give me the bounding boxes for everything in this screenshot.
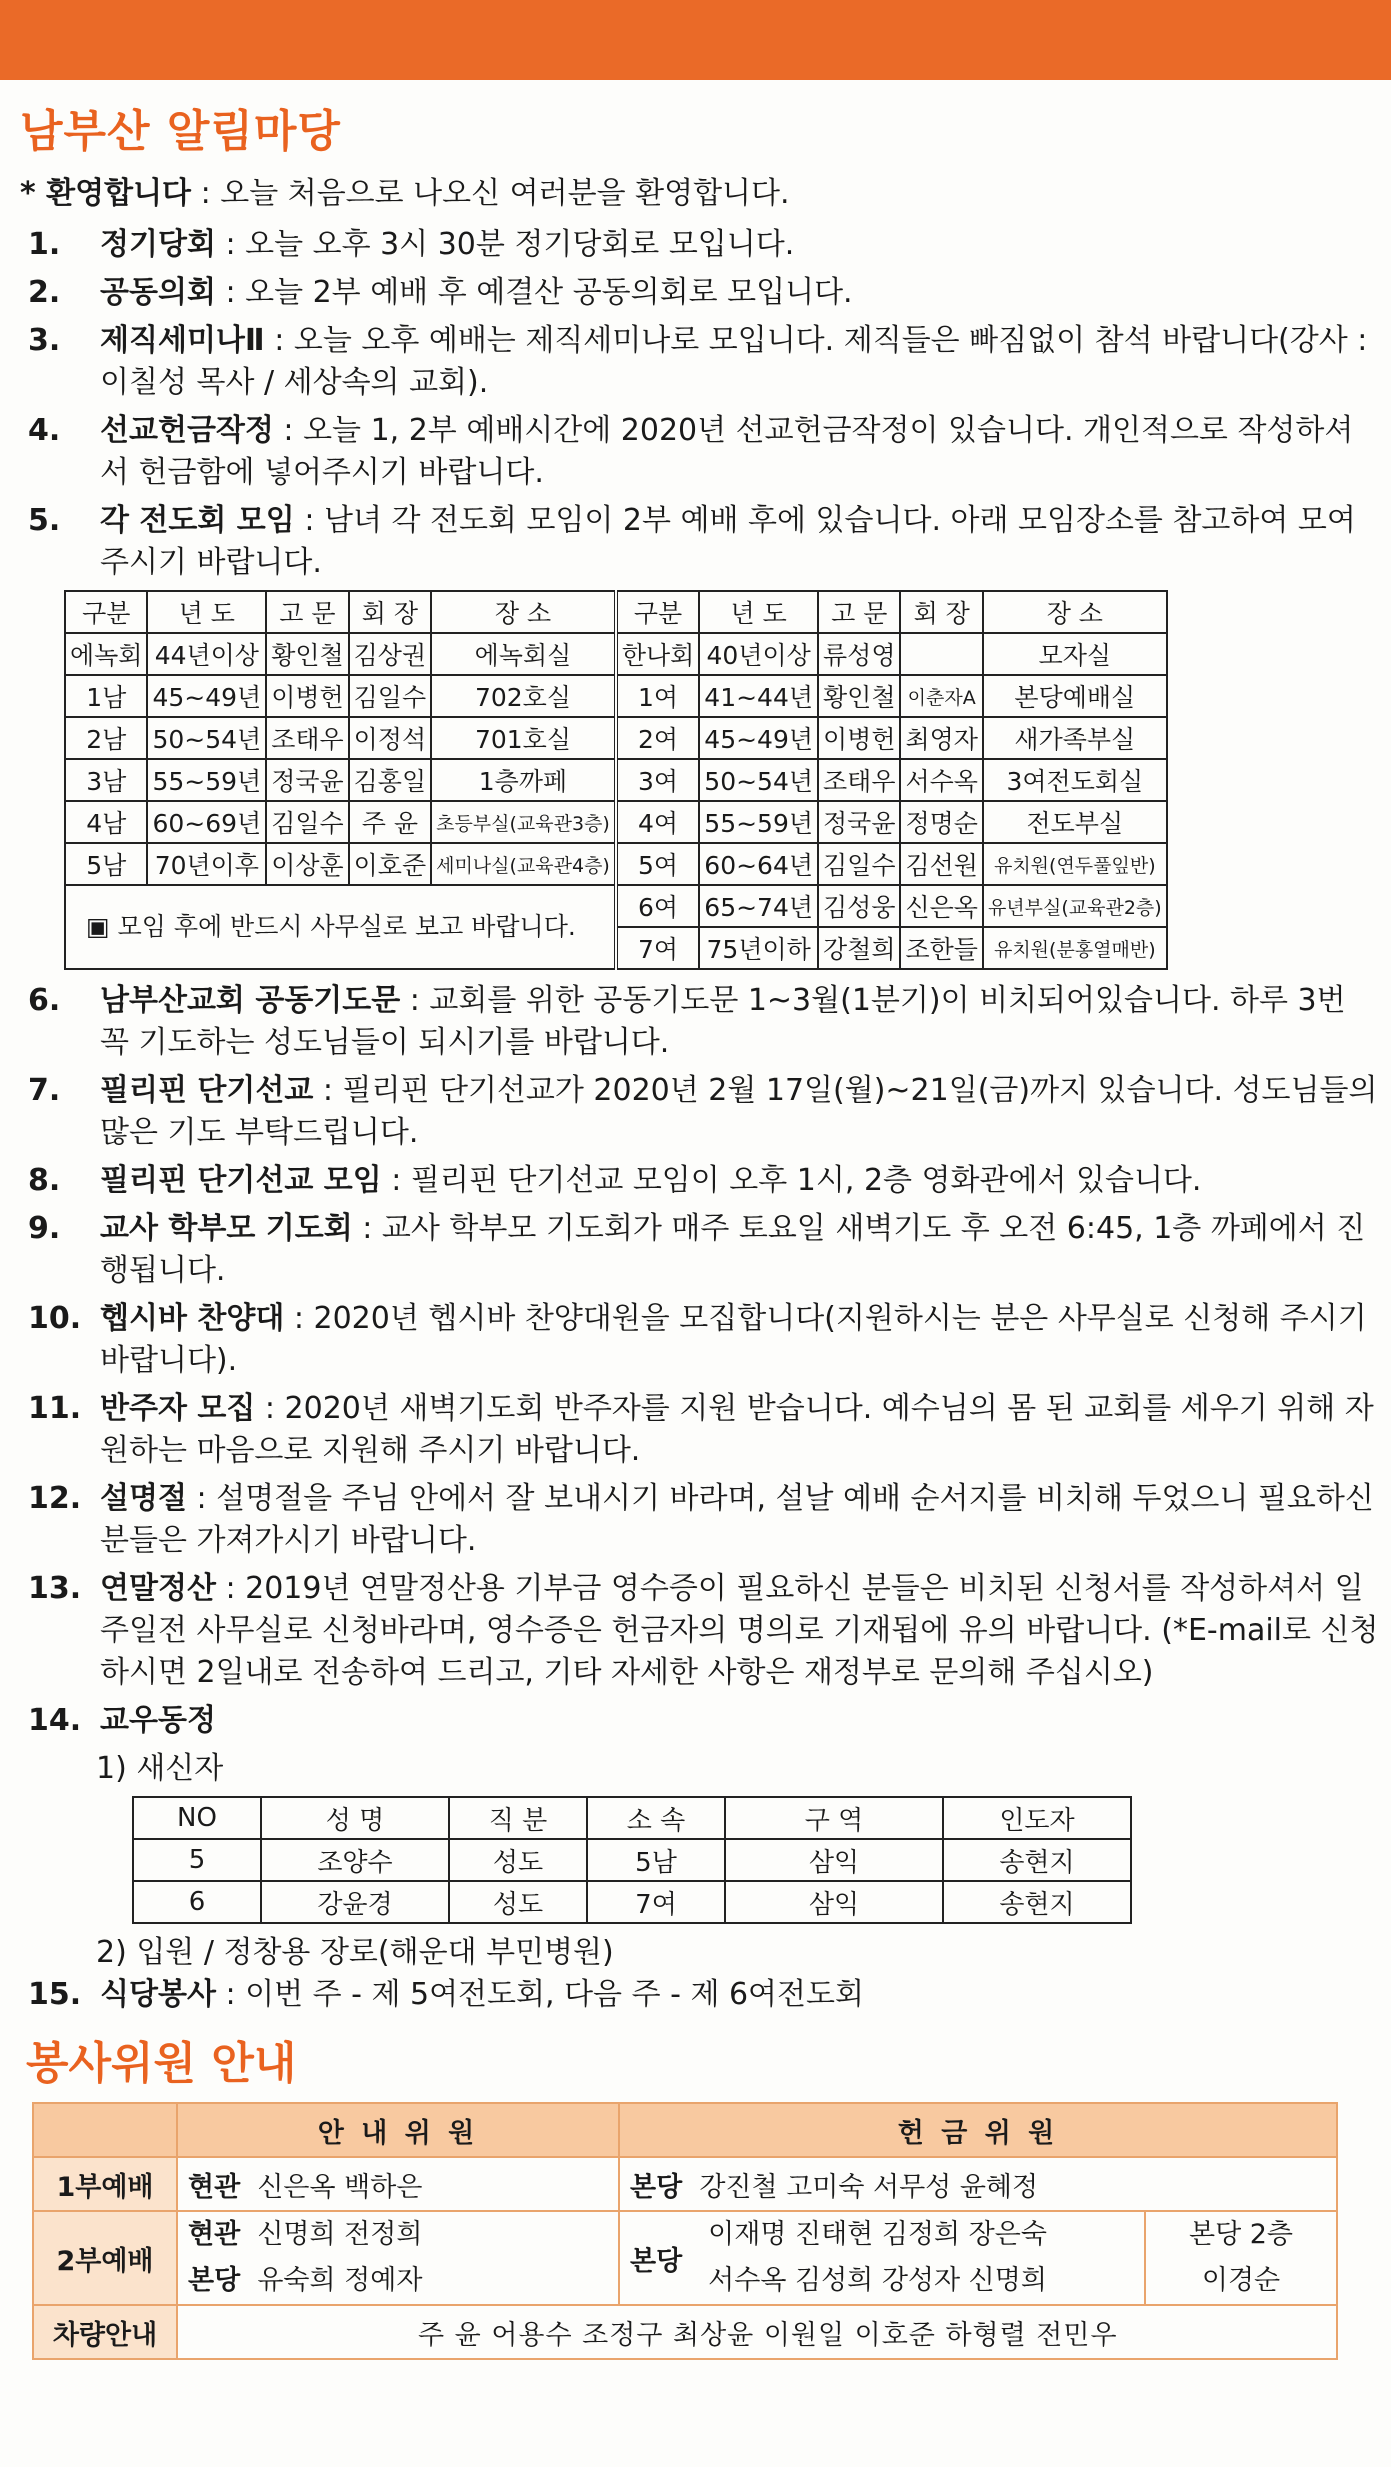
announcement-item [20,1700,1380,1742]
item-title: 교사 학부모 기도회 [100,1211,353,1246]
table-cell: 701호실 [431,717,616,759]
names: 신은옥 백하은 [257,2171,423,2203]
table-cell: 45~49년 [699,717,818,759]
table-cell: 정국윤 [818,801,900,843]
table-cell: 최영자 [900,717,982,759]
place-label: 본당 2층 [1188,2219,1293,2250]
item-title: 필리핀 단기선교 모임 [100,1163,382,1198]
table-cell: 3남 [65,759,147,801]
table-cell: 55~59년 [147,759,266,801]
place-label: 현관 [188,2171,241,2203]
table-row [65,885,1167,927]
announcement-item [20,500,1380,584]
table-cell: 이정석 [349,717,431,759]
driver-cell: 주 윤 어용수 조정구 최상윤 이원일 이호준 하형렬 전민우 [177,2305,1337,2359]
item-text: : 이번 주 - 제 5여전도회, 다음 주 - 제 6여전도회 [215,1977,864,2012]
table-cell: 702호실 [431,675,616,717]
table-cell: 삼익 [725,1839,943,1881]
table-cell: 강윤경 [261,1881,449,1923]
table-cell: 6여 [616,885,699,927]
item-text: : 오늘 1, 2부 예배시간에 2020년 선교헌금작정이 있습니다. 개인적으로 작성하셔서 헌금함에 넣어주시기 바랍니다. [100,413,1354,490]
column-header: 구분 [65,591,147,633]
table-cell: 전도부실 [983,801,1167,843]
table-cell: 본당예배실 [983,675,1167,717]
item-title: 연말정산 [100,1571,216,1606]
announcement-item [20,1974,1380,2016]
table-cell: 에녹회 [65,633,147,675]
guide-header: 안 내 위 원 [177,2103,619,2157]
table-cell: 김선원 [900,843,982,885]
table-row [65,759,1167,801]
item-number: 9. [28,1211,61,1246]
column-header: 구 역 [725,1797,943,1839]
item-number: 5. [28,503,61,538]
item-title: 정기당회 [100,227,216,262]
item-number: 7. [28,1073,61,1108]
table-cell: 50~54년 [699,759,818,801]
table-cell: 류성영 [818,633,900,675]
table-cell: 김일수 [818,843,900,885]
table-cell: 50~54년 [147,717,266,759]
table-cell: 5남 [65,843,147,885]
names: 이경순 [1201,2265,1281,2296]
item-text: : 오늘 오후 3시 30분 정기당회로 모입니다. [215,227,795,262]
item-number: 6. [28,983,61,1018]
item-number: 13. [28,1571,82,1606]
table-cell: 이호준 [349,843,431,885]
table-cell: 65~74년 [699,885,818,927]
table-cell: 6 [133,1881,261,1923]
table-cell: 에녹회실 [431,633,616,675]
table-cell: 유치원(분홍열매반) [983,927,1167,969]
item-number: 8. [28,1163,61,1198]
table-cell: 60~64년 [699,843,818,885]
guide-cell [177,2157,619,2211]
table-cell: 유년부실(교육관2층) [983,885,1167,927]
offering-extra-cell [1145,2211,1337,2305]
table-cell: 황인철 [266,633,348,675]
column-header: 직 분 [449,1797,587,1839]
table-cell: 7여 [616,927,699,969]
column-header: 장 소 [431,591,616,633]
corner-cell [33,2103,177,2157]
top-banner [0,0,1391,80]
table-cell: 한나회 [616,633,699,675]
table-cell: 조한들 [900,927,982,969]
table-cell: 2남 [65,717,147,759]
column-header: 년 도 [699,591,818,633]
table-cell: 조양수 [261,1839,449,1881]
table-cell: 초등부실(교육관3층) [431,801,616,843]
column-header: 장 소 [983,591,1167,633]
table-cell: 정국윤 [266,759,348,801]
item-title: 필리핀 단기선교 [100,1073,314,1108]
names: 유숙희 정예자 [257,2265,423,2296]
announcement-item [20,1208,1380,1292]
item-text: : 2020년 헵시바 찬양대원을 모집합니다(지원하시는 분은 사무실로 신청해 주시기 바랍니다). [100,1301,1367,1378]
column-header: 구분 [616,591,699,633]
table-cell: 김일수 [266,801,348,843]
announcement-item [20,320,1380,404]
table-cell: 삼익 [725,1881,943,1923]
table-row [133,1839,1131,1881]
table-cell: 1남 [65,675,147,717]
announcement-item [20,1070,1380,1154]
item-title: 제직세미나Ⅱ [100,323,265,358]
guide-cell [177,2211,619,2305]
table-cell: 44년이상 [147,633,266,675]
item-number: 11. [28,1391,82,1426]
table-cell: 새가족부실 [983,717,1167,759]
item-number: 1. [28,227,61,262]
table-cell: 60~69년 [147,801,266,843]
place-label: 본당 [188,2265,241,2296]
table-cell: 모자실 [983,633,1167,675]
table-cell: 송현지 [943,1881,1131,1923]
table-cell: 이병헌 [818,717,900,759]
welcome-line [20,172,1380,216]
table-cell: 75년이하 [699,927,818,969]
table-cell: 세미나실(교육관4층) [431,843,616,885]
item-title: 교우동정 [100,1703,216,1738]
table-row [65,843,1167,885]
bulletin-content [20,104,1380,2360]
table-cell: 김성웅 [818,885,900,927]
announcement-item [20,980,1380,1064]
item-number: 15. [28,1977,82,2012]
column-header: 인도자 [943,1797,1131,1839]
place-label: 본당 [630,2171,683,2203]
table-cell: 40년이상 [699,633,818,675]
announcement-list-1 [20,224,1380,584]
item-text: : 남녀 각 전도회 모임이 2부 예배 후에 있습니다. 아래 모임장소를 참고하여 모여 주시기 바랍니다. [100,503,1356,580]
table-cell: 7여 [587,1881,725,1923]
item-title: 설명절 [100,1481,187,1516]
table-cell: 황인철 [818,675,900,717]
names: 서수옥 김성희 강성자 신명희 [708,2265,1047,2296]
item-title: 공동의회 [100,275,216,310]
table-cell: 유치원(연두풀잎반) [983,843,1167,885]
item-text: : 2019년 연말정산용 기부금 영수증이 필요하신 분들은 비치된 신청서를 작성하셔서 일주일전 사무실로 신청바라며, 영수증은 헌금자의 명의로 기재됩에 유의 바랍니다. (*E-mail로 신청하시면 2일내로 전송하여 드리고, 기타 자세한 사항은 재정부로 문의해 주십시오) [100,1571,1379,1690]
names: 신명희 전정희 [257,2219,423,2250]
table-cell: 성도 [449,1839,587,1881]
table-cell: 성도 [449,1881,587,1923]
table-cell: 이춘자A [900,675,982,717]
row-label: 1부예배 [33,2157,177,2211]
column-header: NO [133,1797,261,1839]
column-header: 소 속 [587,1797,725,1839]
place-label: 현관 [188,2219,241,2250]
announcement-item [20,1568,1380,1694]
table-cell: 5남 [587,1839,725,1881]
announcement-item [20,224,1380,266]
welcome-text: : 오늘 처음으로 나오신 여러분을 환영합니다. [191,176,790,211]
table-cell: 정명순 [900,801,982,843]
column-header: 고 문 [266,591,348,633]
item-text: : 오늘 오후 예배는 제직세미나로 모입니다. 제직들은 빠짐없이 참석 바랍니다(강사 : 이칠성 목사 / 세상속의 교회). [100,323,1368,400]
table-cell: 4남 [65,801,147,843]
column-header: 회 장 [349,591,431,633]
table-cell: 송현지 [943,1839,1131,1881]
table-cell: 김상권 [349,633,431,675]
table-cell: 김홍일 [349,759,431,801]
table-cell: 55~59년 [699,801,818,843]
newcomers-table [132,1796,1132,1924]
table-cell: 5 [133,1839,261,1881]
table-cell: 이병헌 [266,675,348,717]
table-cell: 45~49년 [147,675,266,717]
table-cell: 주 윤 [349,801,431,843]
hospital-note: 2) 입원 / 정창용 장로(해운대 부민병원) [96,1935,614,1970]
table-row [65,675,1167,717]
item-number: 3. [28,323,61,358]
item-title: 반주자 모집 [100,1391,256,1426]
announcement-item [20,1388,1380,1472]
table-cell: 조태우 [818,759,900,801]
fellowship-group-table [64,590,1168,970]
table-cell: 41~44년 [699,675,818,717]
table-cell: 조태우 [266,717,348,759]
announcement-item [20,272,1380,314]
column-header: 년 도 [147,591,266,633]
announcement-item [20,1478,1380,1562]
table-cell: 강철희 [818,927,900,969]
announcement-item [20,1298,1380,1382]
place-label: 본당 [630,2245,683,2277]
offering-cell [619,2157,1337,2211]
item-title: 식당봉사 [100,1977,216,2012]
table-cell: 4여 [616,801,699,843]
offering-header: 헌 금 위 원 [619,2103,1337,2157]
announcement-item [20,410,1380,494]
table-row [65,801,1167,843]
item-text: : 설명절을 주님 안에서 잘 보내시기 바라며, 설날 예배 순서지를 비치해 두었으니 필요하신 분들은 가져가시기 바랍니다. [100,1481,1374,1558]
item-text: : 교회를 위한 공동기도문 1~3월(1분기)이 비치되어있습니다. 하루 3번 꼭 기도하는 성도님들이 되시기를 바랍니다. [100,983,1346,1060]
item-number: 10. [28,1301,82,1336]
welcome-label: * 환영합니다 [20,176,192,211]
item-text: : 필리핀 단기선교 모임이 오후 1시, 2층 영화관에서 있습니다. [381,1163,1202,1198]
table-cell: 3여 [616,759,699,801]
item-text: : 2020년 새벽기도회 반주자를 지원 받습니다. 예수님의 몸 된 교회를 세우기 위해 자원하는 마음으로 지원해 주시기 바랍니다. [100,1391,1374,1468]
table-row [133,1881,1131,1923]
table-cell: 이상훈 [266,843,348,885]
names: 강진철 고미숙 서무성 윤혜정 [699,2171,1039,2203]
volunteer-title: 봉사위원 안내 [26,2038,297,2089]
column-header: 회 장 [900,591,982,633]
item-text: : 오늘 2부 예배 후 예결산 공동의회로 모입니다. [215,275,853,310]
item-title: 각 전도회 모임 [100,503,295,538]
item-title: 헵시바 찬양대 [100,1301,285,1336]
announcement-item [20,1160,1380,1202]
row-label: 2부예배 [33,2211,177,2305]
item-title: 남부산교회 공동기도문 [100,983,401,1018]
column-header: 고 문 [818,591,900,633]
names: 이재명 진태현 김정희 장은숙 [708,2219,1047,2250]
item-text: : 교사 학부모 기도회가 매주 토요일 새벽기도 후 오전 6:45, 1층 까페에서 진행됩니다. [100,1211,1366,1288]
table-cell: 5여 [616,843,699,885]
item-number: 2. [28,275,61,310]
table-cell: 1여 [616,675,699,717]
announcement-list-2 [20,980,1380,1742]
item-title: 선교헌금작정 [100,413,274,448]
item-text: : 필리핀 단기선교가 2020년 2월 17일(월)~21일(금)까지 있습니다. 성도님들의 많은 기도 부탁드립니다. [100,1073,1378,1150]
table-cell: 3여전도회실 [983,759,1167,801]
row-label: 차량안내 [33,2305,177,2359]
item-number: 12. [28,1481,82,1516]
table-row [65,633,1167,675]
table-cell: 서수옥 [900,759,982,801]
table-cell: 2여 [616,717,699,759]
table-cell: 1층까페 [431,759,616,801]
table-cell [900,633,982,675]
table-cell: 70년이후 [147,843,266,885]
table-cell: 김일수 [349,675,431,717]
section-title: 남부산 알림마당 [20,106,341,157]
table-row [65,717,1167,759]
volunteer-table [32,2102,1338,2360]
group-note: ▣ 모임 후에 반드시 사무실로 보고 바랍니다. [65,885,616,969]
column-header: 성 명 [261,1797,449,1839]
item-number: 4. [28,413,61,448]
item-number: 14. [28,1703,82,1738]
table-cell: 신은옥 [900,885,982,927]
newcomers-label: 1) 새신자 [96,1751,224,1786]
offering-cell [619,2211,1145,2305]
